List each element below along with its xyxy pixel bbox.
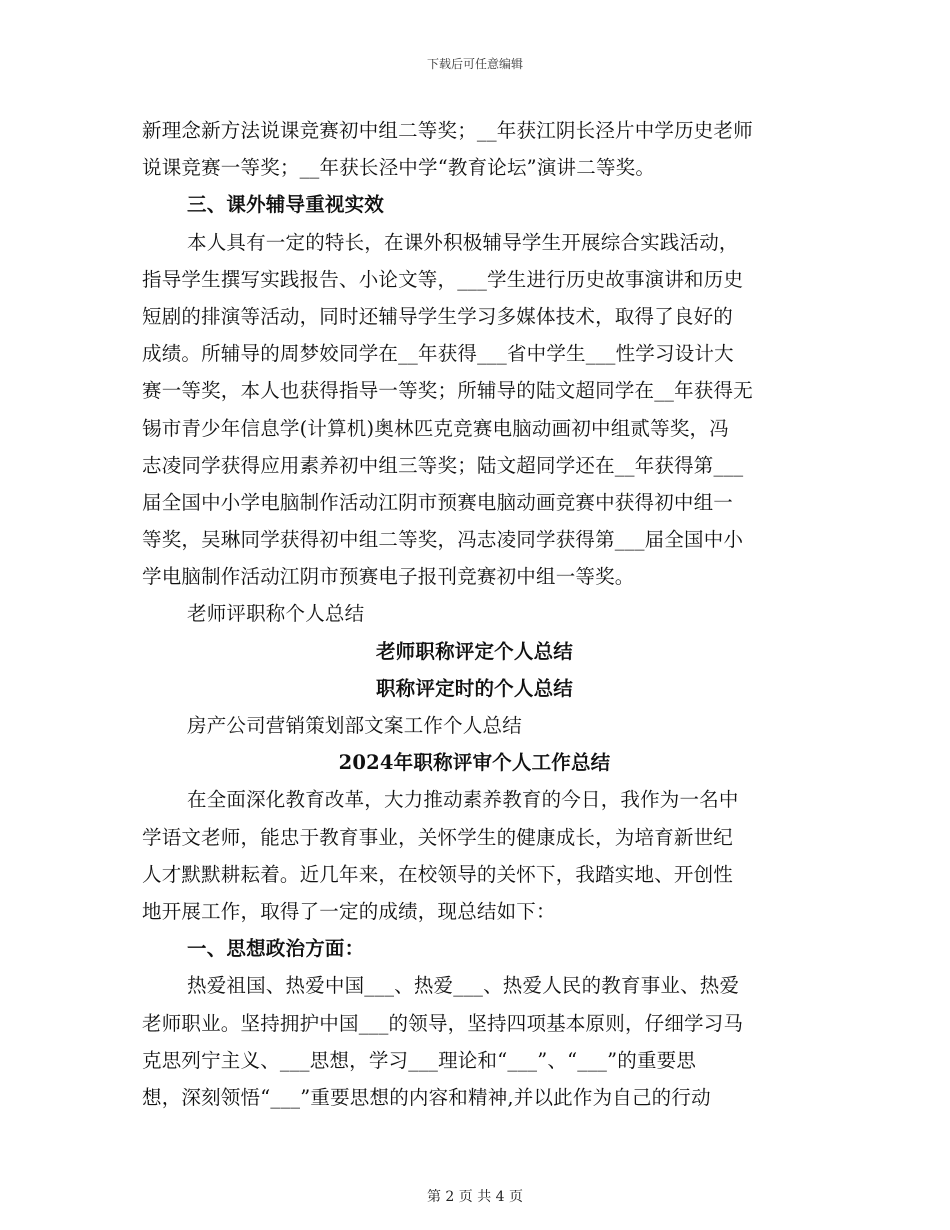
document-title: 职称评定时的个人总结 [375, 676, 573, 700]
paragraph-line: 说课竞赛一等奖；__年获长泾中学“教育论坛”演讲二等奖。 [142, 156, 656, 180]
paragraph-line: 新理念新方法说课竞赛初中组二等奖；__年获江阴长泾片中学历史老师 [142, 119, 753, 142]
related-title: 房产公司营销策划部文案工作个人总结 [187, 714, 522, 737]
paragraph-line: 克思列宁主义、___思想，学习___理论和“___”、“___”的重要思 [142, 1048, 697, 1072]
paragraph-line: 热爱祖国、热爱中国___、热爱___、热爱人民的教育事业、热爱 [187, 974, 740, 998]
document-title: 老师职称评定个人总结 [375, 639, 573, 663]
section-heading: 三、课外辅导重视实效 [187, 193, 385, 217]
paragraph-line: 指导学生撰写实践报告、小论文等，___学生进行历史故事演讲和历史 [142, 267, 744, 291]
paragraph-line: 志凌同学获得应用素养初中组三等奖；陆文超同学还在__年获得第___ [142, 453, 744, 477]
related-title: 老师评职称个人总结 [187, 602, 365, 626]
paragraph-line: 赛一等奖，本人也获得指导一等奖；所辅导的陆文超同学在__年获得无 [142, 379, 753, 403]
paragraph-line: 短剧的排演等活动，同时还辅导学生学习多媒体技术，取得了良好的 [142, 304, 734, 328]
document-title: 2024年职称评审个人工作总结 [338, 751, 611, 775]
page-footer: 第 2 页 共 4 页 [426, 1189, 524, 1205]
paragraph-line: 成绩。所辅导的周梦姣同学在__年获得___省中学生___性学习设计大 [142, 342, 734, 366]
paragraph-line: 人才默默耕耘着。近几年来，在校领导的关怀下，我踏实地、开创性 [142, 862, 734, 886]
paragraph-line: 学电脑制作活动江阴市预赛电子报刊竞赛初中组一等奖。 [142, 565, 635, 589]
paragraph-line: 学语文老师，能忠于教育事业，关怀学生的健康成长，为培育新世纪 [142, 825, 734, 849]
paragraph-line: 老师职业。坚持拥护中国___的领导，坚持四项基本原则，仔细学习马 [142, 1011, 744, 1035]
paragraph-line: 想，深刻领悟“___”重要思想的内容和精神,并以此作为自己的行动 [142, 1085, 711, 1109]
paragraph-line: 本人具有一定的特长，在课外积极辅导学生开展综合实践活动， [187, 230, 739, 254]
page-header: 下载后可任意编辑 [426, 57, 523, 71]
paragraph-line: 在全面深化教育改革，大力推动素养教育的今日，我作为一名中 [187, 788, 739, 812]
paragraph-line: 地开展工作，取得了一定的成绩，现总结如下： [142, 899, 556, 923]
document-body [142, 112, 807, 1116]
section-heading: 一、思想政治方面： [187, 937, 365, 961]
paragraph-line: 锡市青少年信息学(计算机)奥林匹克竞赛电脑动画初中组贰等奖，冯 [142, 416, 729, 440]
paragraph-line: 等奖，吴琳同学获得初中组二等奖，冯志凌同学获得第___届全国中小 [142, 528, 744, 552]
paragraph-line: 届全国中小学电脑制作活动江阴市预赛电脑动画竞赛中获得初中组一 [142, 490, 734, 514]
